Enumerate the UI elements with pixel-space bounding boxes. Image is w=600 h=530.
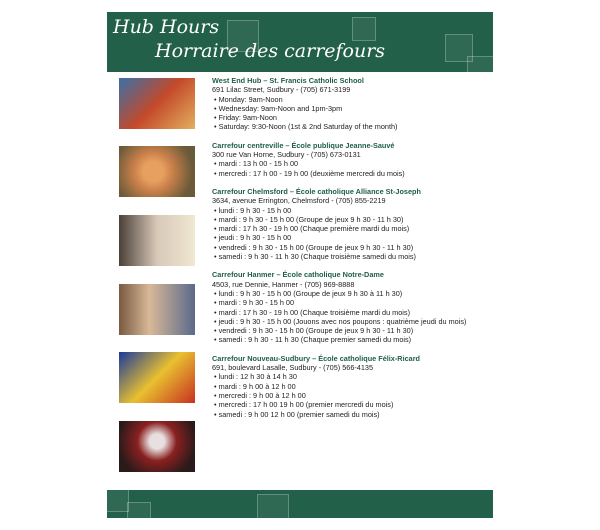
photo-child-playing — [119, 78, 195, 129]
hours-item: • mercredi : 17 h 00 19 h 00 (premier mercredi du mois) — [214, 400, 394, 410]
hub-entry — [212, 354, 492, 419]
hours-item: • mercredi : 9 h 00 à 12 h 00 — [214, 390, 306, 400]
photo-child-veil — [119, 146, 195, 197]
photo-child-facepaint — [119, 421, 195, 472]
hours-item: • lundi : 9 h 30 - 15 h 00 — [214, 205, 292, 215]
hours-item: • vendredi : 9 h 30 - 15 h 00 (Groupe de jeux 9 h 30 - 11 h 30) — [214, 242, 414, 252]
hub-address: 691, boulevard Lasalle, Sudbury - (705) 566-4135 — [212, 363, 374, 373]
photo-child-toddler — [119, 215, 195, 266]
decor-square — [257, 494, 289, 518]
decor-square — [467, 56, 493, 72]
hours-item: • mardi : 13 h 00 - 15 h 00 — [214, 159, 299, 169]
hours-item: • lundi : 12 h 30 à 14 h 30 — [214, 372, 297, 382]
decor-square — [352, 17, 376, 41]
hub-address: 3634, avenue Errington, Chelmsford - (705) 855-2219 — [212, 196, 386, 206]
hub-title: West End Hub – St. Francis Catholic School — [212, 76, 364, 85]
photo-two-children — [119, 284, 195, 335]
hub-address: 691 Lilac Street, Sudbury - (705) 671-3199 — [212, 85, 351, 95]
hub-title: Carrefour Chelmsford – École catholique Alliance St-Joseph — [212, 186, 421, 196]
hub-address: 300 rue Van Horne, Sudbury - (705) 673-0131 — [212, 150, 361, 160]
hub-entry — [212, 187, 492, 261]
hours-item: • jeudi : 9 h 30 - 15 h 00 (Jouons avec nos poupons : quatrième jeudi du mois) — [214, 316, 467, 326]
hours-item: • mardi : 17 h 30 - 19 h 00 (Chaque première mardi du mois) — [214, 224, 410, 234]
hub-title: Carrefour Hanmer – École catholique Notre-Dame — [212, 270, 384, 280]
hours-item: • samedi : 9 h 00 12 h 00 (premier samedi du mois) — [214, 409, 380, 419]
hours-item: • mardi : 9 h 00 à 12 h 00 — [214, 381, 296, 391]
hub-entry — [212, 76, 492, 132]
hours-item: • Saturday: 9:30-Noon (1st & 2nd Saturday of the month) — [214, 122, 398, 132]
hub-address: 4503, rue Dennie, Hanmer - (705) 969-8888 — [212, 279, 355, 289]
hours-item: • jeudi : 9 h 30 - 15 h 00 — [214, 233, 292, 243]
page — [107, 12, 493, 518]
hours-item: • mardi : 9 h 30 - 15 h 00 — [214, 298, 295, 308]
page-subtitle: Horraire des carrefours — [155, 40, 386, 62]
photo-children-blocks — [119, 352, 195, 403]
hours-item: • Friday: 9am-Noon — [214, 113, 277, 123]
hours-item: • Wednesday: 9am-Noon and 1pm-3pm — [214, 103, 343, 113]
hub-entry — [212, 141, 492, 178]
hours-item: • Monday: 9am-Noon — [214, 94, 283, 104]
decor-square — [107, 490, 129, 512]
hub-list — [212, 76, 492, 428]
hours-item: • samedi : 9 h 30 - 11 h 30 (Chaque troisième samedi du mois) — [214, 252, 416, 262]
hub-title: Carrefour centreville – École publique Jeanne-Sauvé — [212, 140, 395, 150]
decor-square — [127, 502, 151, 518]
page-title: Hub Hours — [113, 16, 220, 38]
hours-item: • mercredi : 17 h 00 - 19 h 00 (deuxième mercredi du mois) — [214, 168, 405, 178]
hours-item: • samedi : 9 h 30 - 11 h 30 (Chaque premier samedi du mois) — [214, 335, 412, 345]
hours-item: • mardi : 17 h 30 - 19 h 00 (Chaque troisième mardi du mois) — [214, 307, 411, 317]
hours-item: • vendredi : 9 h 30 - 15 h 00 (Groupe de jeux 9 h 30 - 11 h 30) — [214, 326, 414, 336]
hub-title: Carrefour Nouveau-Sudbury – École catholique Félix-Ricard — [212, 353, 421, 363]
header-banner — [107, 12, 493, 72]
hours-item: • mardi : 9 h 30 - 15 h 00 (Groupe de jeux 9 h 30 - 11 h 30) — [214, 214, 404, 224]
hub-entry — [212, 270, 492, 344]
hours-item: • lundi : 9 h 30 - 15 h 00 (Groupe de jeux 9 h 30 à 11 h 30) — [214, 288, 403, 298]
footer-banner — [107, 490, 493, 518]
